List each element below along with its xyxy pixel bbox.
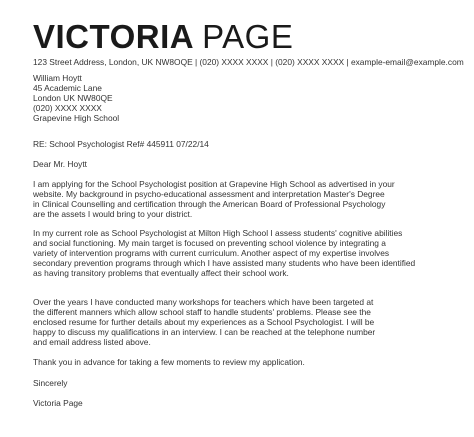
paragraph-line: variety of intervention programs with current curriculum. Another aspect of my expertise involves (33, 248, 390, 258)
recipient-name: William Hoytt (33, 73, 82, 83)
paragraph-line: website. My background in psycho-educational assessment and interpretation Master's Degree (33, 189, 385, 199)
salutation: Dear Mr. Hoytt (33, 159, 87, 169)
paragraph-line: happy to discuss my qualifications in an interview. I can be reached at the telephone number (33, 327, 376, 337)
paragraph-line: I am applying for the School Psychologist position at Grapevine High School as advertised in your (33, 179, 395, 189)
paragraph-line: in Clinical Counselling and certification through the American Board of Professional Psychology (33, 199, 386, 209)
recipient-organization: Grapevine High School (33, 113, 120, 123)
paragraph-1 (33, 179, 443, 219)
closing: Sincerely (33, 378, 68, 388)
recipient-phone: (020) XXXX XXXX (33, 103, 102, 113)
paragraph-line: enclosed resume for further details about my experiences as a School Psychologist. I will be (33, 317, 375, 327)
paragraph-3 (33, 297, 443, 347)
paragraph-line: as having transitory problems that eventually affect their school work. (33, 268, 289, 278)
last-name: PAGE (202, 18, 294, 55)
letterhead-name (33, 20, 293, 53)
paragraph-4: Thank you in advance for taking a few moments to review my application. (33, 357, 305, 367)
contact-info: 123 Street Address, London, UK NW8OQE | (020) XXXX XXXX | (020) XXXX XXXX | example-email@example.com (33, 57, 464, 67)
paragraph-line: are the assets I would bring to your district. (33, 209, 193, 219)
paragraph-line: secondary prevention programs through which I have assisted many students who have been identified (33, 258, 416, 268)
reference-line: RE: School Psychologist Ref# 445911 07/22/14 (33, 139, 209, 149)
paragraph-line: Over the years I have conducted many workshops for teachers which have been targeted at (33, 297, 374, 307)
recipient-city: London UK NW80QE (33, 93, 113, 103)
signature-name: Victoria Page (33, 398, 83, 408)
paragraph-line: and social functioning. My main target is focused on preventing school violence by integrating a (33, 238, 386, 248)
paragraph-line: the different manners which allow school staff to handle students' problems. Please see the (33, 307, 371, 317)
paragraph-line: and email address listed above. (33, 337, 151, 347)
paragraph-2 (33, 228, 443, 278)
recipient-street: 45 Academic Lane (33, 83, 102, 93)
first-name: VICTORIA (33, 18, 195, 55)
paragraph-line: In my current role as School Psychologist at Milton High School I assess students' cognitive abilities (33, 228, 403, 238)
recipient-address (33, 73, 443, 123)
